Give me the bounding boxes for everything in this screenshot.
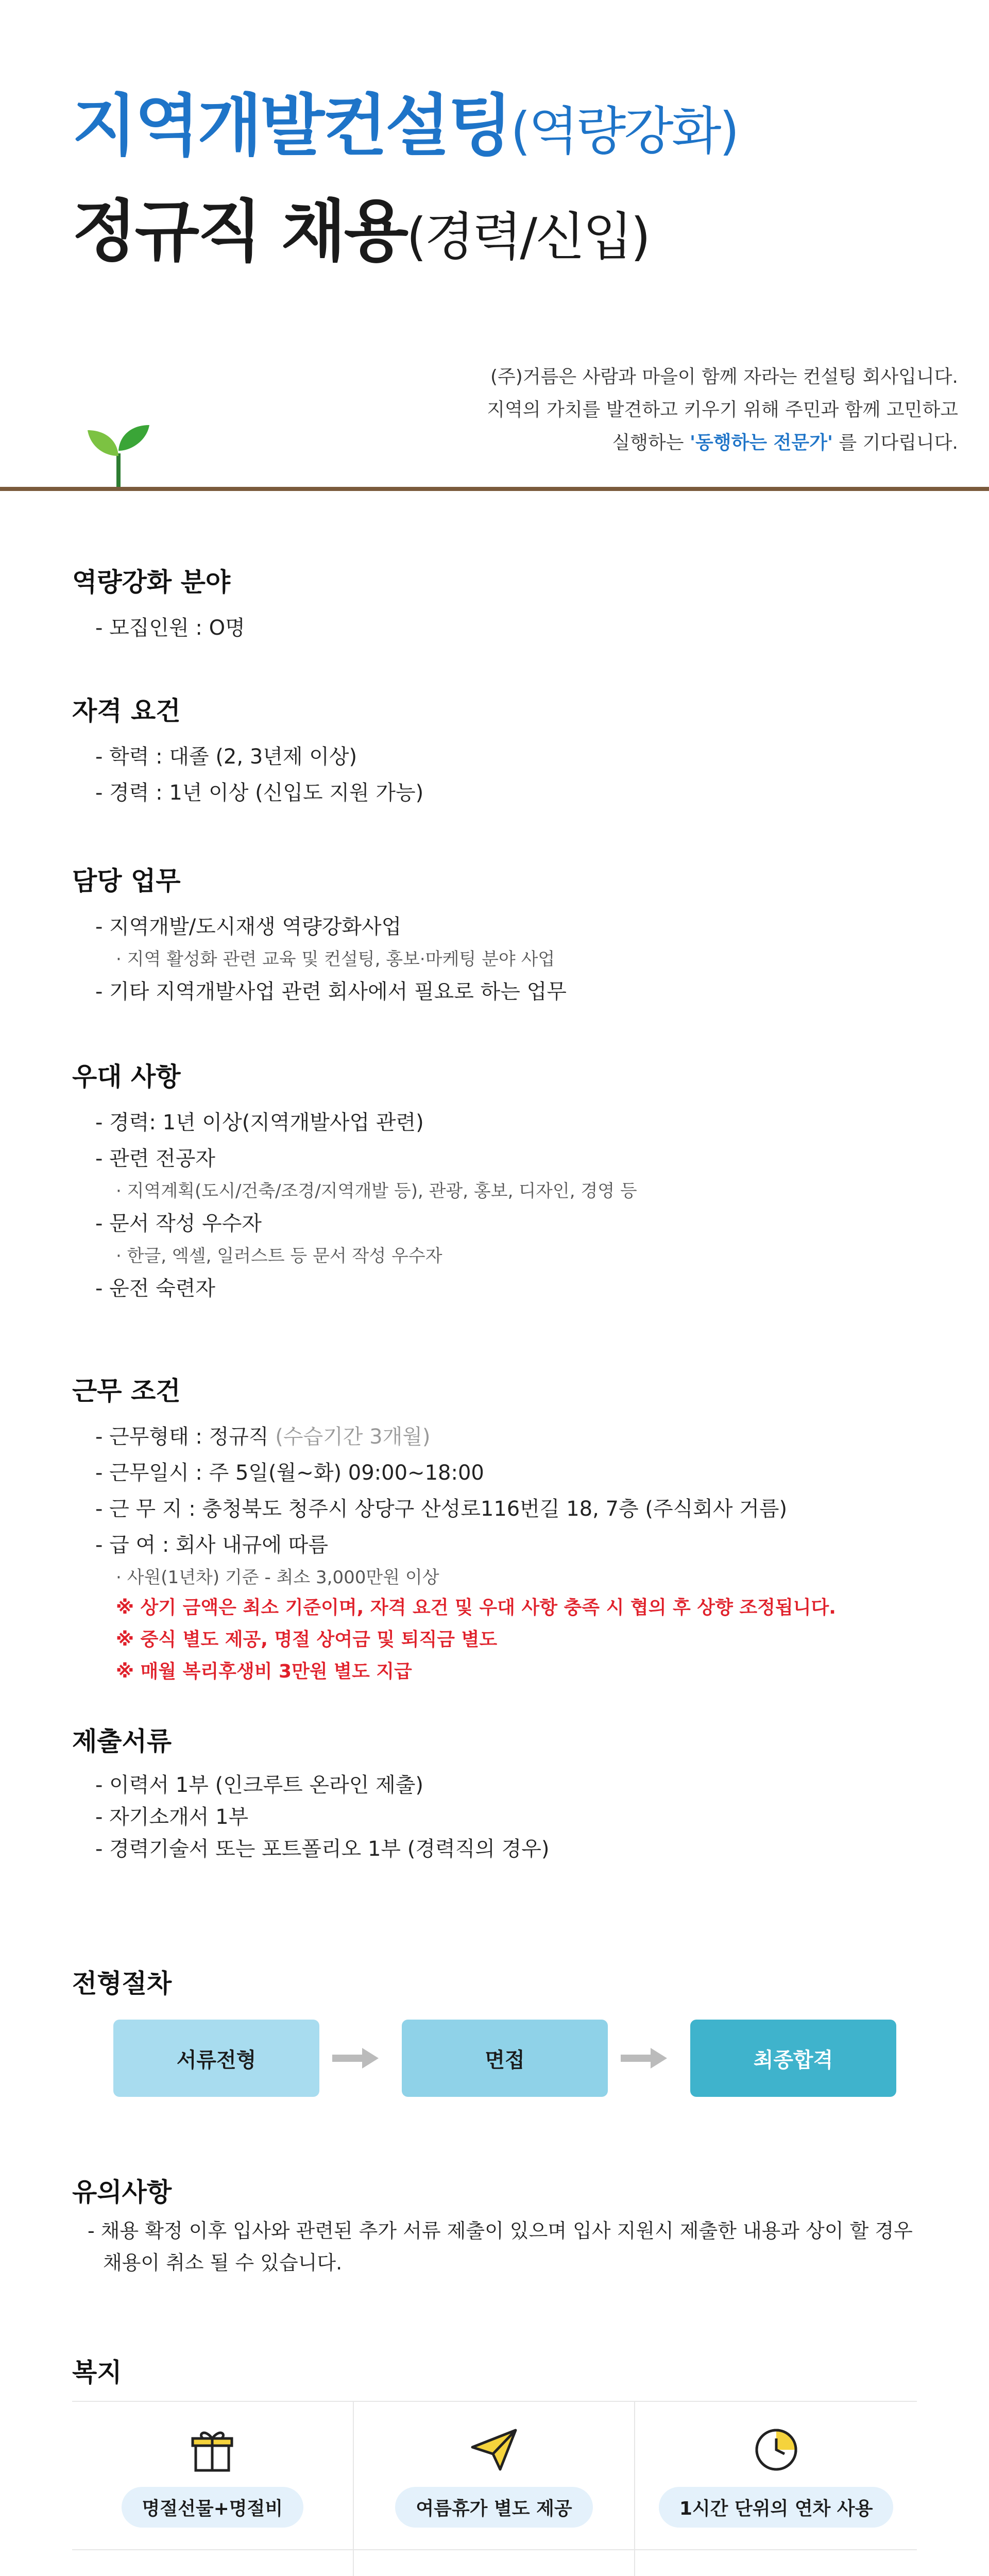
intro-line3-post: 를 기다립니다. bbox=[833, 432, 958, 453]
welfare-grid bbox=[72, 2401, 917, 2576]
section-title: 담당 업무 bbox=[72, 866, 181, 896]
welfare-label: 여름휴가 별도 제공 bbox=[395, 2487, 592, 2528]
section-title: 역량강화 분야 bbox=[72, 567, 231, 597]
welfare-label: 명절선물+명절비 bbox=[122, 2487, 304, 2528]
title2-sub: (경력/신입) bbox=[406, 207, 649, 267]
condition-days: - 근무일시 : 주 5일(월~화) 09:00~18:00 bbox=[95, 1461, 484, 1485]
welfare-item bbox=[354, 2402, 636, 2550]
section-title: 유의사항 bbox=[72, 2177, 172, 2207]
section-title: 복지 bbox=[72, 2358, 122, 2387]
document-item: - 경력기술서 또는 포트폴리오 1부 (경력직의 경우) bbox=[95, 1837, 550, 1861]
duty-item: - 지역개발/도시재생 역량강화사업 bbox=[95, 915, 402, 939]
welfare-label: 1시간 단위의 연차 사용 bbox=[659, 2487, 894, 2528]
condition-type-note: (수습기간 3개월) bbox=[275, 1425, 431, 1449]
duty-item: - 기타 지역개발사업 관련 회사에서 필요로 하는 업무 bbox=[95, 980, 567, 1004]
condition-note: ※ 상기 금액은 최소 기준이며, 자격 요건 및 우대 사항 충족 시 협의 후 상향 조정됩니다. bbox=[116, 1597, 836, 1618]
welfare-item bbox=[635, 2402, 917, 2550]
section-duties bbox=[72, 860, 567, 1010]
condition-place: - 근 무 지 : 충청북도 청주시 상당구 산성로116번길 18, 7층 (주식회사 거름) bbox=[95, 1497, 788, 1521]
intro-line3-pre: 실행하는 bbox=[612, 432, 690, 453]
field-item: - 모집인원 : O명 bbox=[95, 616, 245, 640]
section-title: 자격 요건 bbox=[72, 696, 181, 726]
meal-icon bbox=[186, 2572, 238, 2576]
section-qualification bbox=[72, 690, 423, 811]
arrow-right-icon bbox=[332, 2045, 379, 2071]
title-main: 지역개발컨설팅 bbox=[72, 87, 511, 165]
clock-icon bbox=[751, 2424, 802, 2476]
preference-item: - 경력: 1년 이상(지역개발사업 관련) bbox=[95, 1111, 424, 1134]
preference-item: - 운전 숙련자 bbox=[95, 1277, 216, 1300]
title-sub: (역량강화) bbox=[510, 101, 738, 161]
title2-main: 정규직 채용 bbox=[72, 192, 407, 270]
condition-type bbox=[72, 1419, 836, 1455]
preference-subitem: · 한글, 엑셀, 일러스트 등 문서 작성 우수자 bbox=[116, 1246, 442, 1266]
intro-highlight: '동행하는 전문가' bbox=[689, 432, 833, 453]
welfare-item bbox=[72, 2550, 354, 2576]
company-intro bbox=[487, 361, 958, 460]
preference-subitem: · 지역계획(도시/건축/조경/지역개발 등), 관광, 홍보, 디자인, 경영 등 bbox=[116, 1181, 637, 1201]
section-welfare-title bbox=[72, 2352, 122, 2400]
section-preference bbox=[72, 1056, 637, 1307]
welfare-item bbox=[635, 2550, 917, 2576]
qualification-item: - 학력 : 대졸 (2, 3년제 이상) bbox=[95, 745, 357, 769]
welfare-item bbox=[72, 2402, 354, 2550]
sprout-icon bbox=[82, 417, 155, 489]
arrow-right-icon bbox=[621, 2045, 667, 2071]
section-field bbox=[72, 562, 245, 646]
section-documents bbox=[72, 1721, 550, 1865]
welfare-item bbox=[354, 2550, 636, 2576]
condition-salary-sub: · 사원(1년차) 기준 - 최소 3,000만원 이상 bbox=[116, 1567, 439, 1588]
gift-icon bbox=[186, 2424, 238, 2476]
document-item: - 이력서 1부 (인크루트 온라인 제출) bbox=[95, 1773, 423, 1797]
section-notice bbox=[72, 2172, 913, 2279]
header-divider bbox=[0, 487, 989, 491]
step-interview: 면접 bbox=[402, 2020, 608, 2097]
process-steps bbox=[113, 2020, 896, 2097]
step-final-pass: 최종합격 bbox=[690, 2020, 896, 2097]
preference-item: - 문서 작성 우수자 bbox=[95, 1212, 262, 1235]
condition-note: ※ 중식 별도 제공, 명절 상여금 및 퇴직금 별도 bbox=[116, 1629, 498, 1650]
condition-note: ※ 매월 복리후생비 3만원 별도 지급 bbox=[116, 1661, 412, 1682]
intro-line2: 지역의 가치를 발견하고 키우기 위해 주민과 함께 고민하고 bbox=[487, 399, 958, 420]
step-document-screening: 서류전형 bbox=[113, 2020, 319, 2097]
section-conditions bbox=[72, 1370, 836, 1688]
intro-line1: (주)거름은 사람과 마을이 함께 자라는 컨설팅 회사입니다. bbox=[490, 366, 958, 387]
section-title: 제출서류 bbox=[72, 1726, 172, 1756]
duty-subitem: · 지역 활성화 관련 교육 및 컨설팅, 홍보·마케팅 분야 사업 bbox=[116, 949, 555, 970]
title-line2 bbox=[72, 178, 649, 274]
paper-plane-icon bbox=[468, 2424, 520, 2476]
leaf-icon bbox=[751, 2572, 802, 2576]
notice-line: 채용이 취소 될 수 있습니다. bbox=[103, 2251, 343, 2274]
condition-salary: - 급 여 : 회사 내규에 따름 bbox=[95, 1533, 328, 1557]
notice-line: - 채용 확정 이후 입사와 관련된 추가 서류 제출이 있으며 입사 지원시 제출한 내용과 상이 할 경우 bbox=[88, 2219, 913, 2242]
title-line1 bbox=[72, 72, 738, 168]
section-process bbox=[72, 1963, 172, 2011]
qualification-item: - 경력 : 1년 이상 (신입도 지원 가능) bbox=[95, 781, 424, 805]
beach-icon bbox=[468, 2572, 520, 2576]
intro-line3 bbox=[487, 427, 958, 460]
section-title: 전형절차 bbox=[72, 1969, 172, 1998]
document-item: - 자기소개서 1부 bbox=[95, 1805, 249, 1829]
preference-item: - 관련 전공자 bbox=[95, 1147, 216, 1171]
section-title: 우대 사항 bbox=[72, 1062, 181, 1092]
section-title: 근무 조건 bbox=[72, 1376, 181, 1406]
condition-type-label: - 근무형태 : 정규직 bbox=[95, 1425, 276, 1449]
